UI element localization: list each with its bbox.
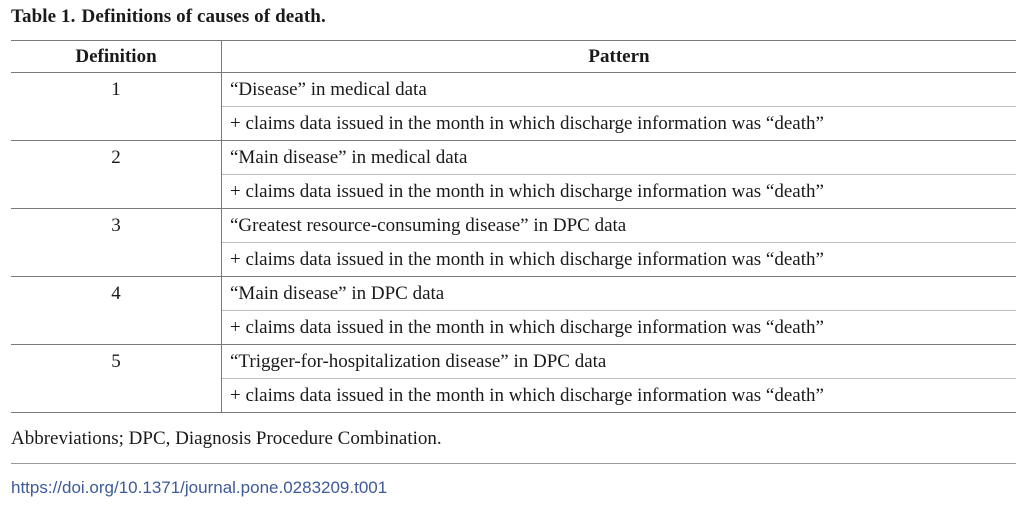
pattern-sub-cell: + claims data issued in the month in which discharge information was “death” — [222, 311, 1017, 345]
pattern-cell: “Trigger-for-hospitalization disease” in DPC data — [222, 345, 1017, 379]
table-label: Table 1. — [11, 6, 76, 27]
pattern-sub-cell: + claims data issued in the month in which discharge information was “death” — [222, 379, 1017, 413]
table-row — [11, 277, 1016, 311]
header-pattern: Pattern — [222, 41, 1017, 73]
table-row — [11, 73, 1016, 107]
table-row — [11, 345, 1016, 379]
definition-cell: 2 — [11, 141, 222, 209]
pattern-cell: “Disease” in medical data — [222, 73, 1017, 107]
pattern-sub-cell: + claims data issued in the month in which discharge information was “death” — [222, 175, 1017, 209]
definitions-table — [11, 40, 1016, 413]
header-row — [11, 41, 1016, 73]
table-row — [11, 209, 1016, 243]
definition-cell: 5 — [11, 345, 222, 413]
divider — [11, 463, 1016, 464]
table-title: Definitions of causes of death. — [81, 6, 326, 27]
pattern-sub-cell: + claims data issued in the month in which discharge information was “death” — [222, 107, 1017, 141]
header-definition: Definition — [11, 41, 222, 73]
doi-link[interactable]: https://doi.org/10.1371/journal.pone.0283209.t001 — [11, 478, 388, 497]
definition-cell: 3 — [11, 209, 222, 277]
table-caption — [11, 6, 326, 28]
table-footnote: Abbreviations; DPC, Diagnosis Procedure Combination. — [11, 428, 442, 449]
pattern-cell: “Greatest resource-consuming disease” in DPC data — [222, 209, 1017, 243]
pattern-sub-cell: + claims data issued in the month in which discharge information was “death” — [222, 243, 1017, 277]
definition-cell: 1 — [11, 73, 222, 141]
pattern-cell: “Main disease” in medical data — [222, 141, 1017, 175]
definition-cell: 4 — [11, 277, 222, 345]
table-row — [11, 141, 1016, 175]
pattern-cell: “Main disease” in DPC data — [222, 277, 1017, 311]
